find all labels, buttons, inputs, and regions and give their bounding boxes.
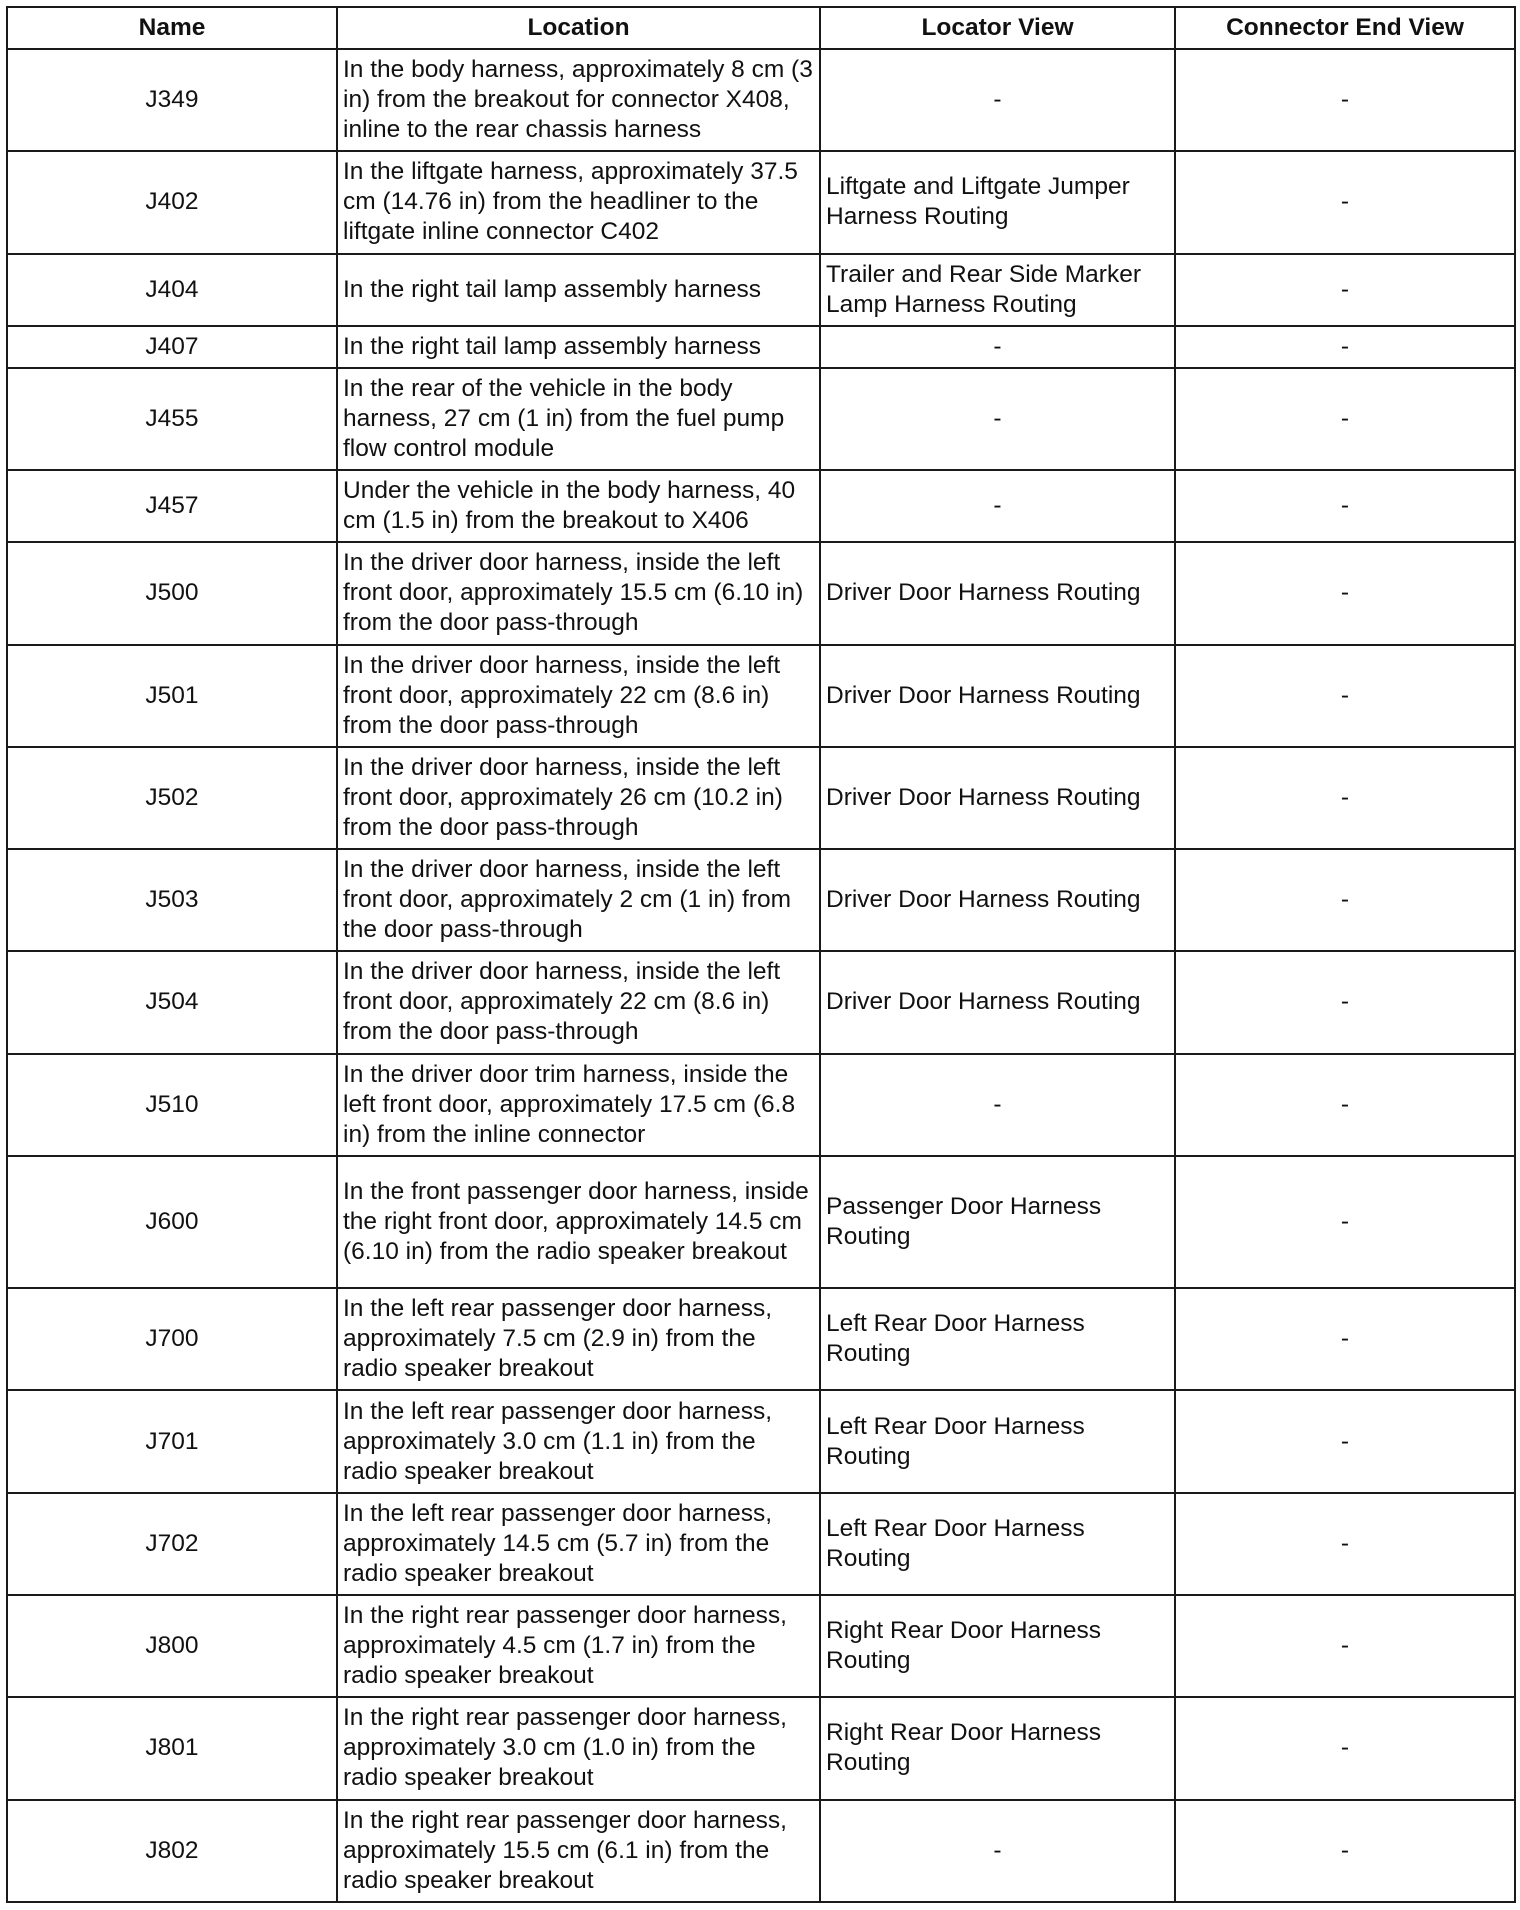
cell-location: In the right rear passenger door harness, approximately 4.5 cm (1.7 in) from the radio speaker breakout [337, 1595, 820, 1697]
table-row [7, 1697, 1515, 1799]
cell-locator-view: Right Rear Door Harness Routing [820, 1595, 1175, 1697]
cell-name: J402 [7, 151, 337, 253]
cell-locator-view: Driver Door Harness Routing [820, 951, 1175, 1053]
cell-locator-view: Passenger Door Harness Routing [820, 1156, 1175, 1288]
cell-connector-end-view: - [1175, 1288, 1515, 1390]
cell-name: J800 [7, 1595, 337, 1697]
cell-connector-end-view: - [1175, 254, 1515, 326]
table-row [7, 747, 1515, 849]
cell-name: J407 [7, 326, 337, 368]
table-row [7, 1288, 1515, 1390]
cell-location: In the right tail lamp assembly harness [337, 326, 820, 368]
cell-location: In the left rear passenger door harness, approximately 3.0 cm (1.1 in) from the radio speaker breakout [337, 1390, 820, 1492]
cell-connector-end-view: - [1175, 326, 1515, 368]
cell-name: J501 [7, 645, 337, 747]
cell-name: J502 [7, 747, 337, 849]
table-header-row [7, 7, 1515, 49]
cell-locator-view: Driver Door Harness Routing [820, 645, 1175, 747]
table-row [7, 1390, 1515, 1492]
table-row [7, 849, 1515, 951]
cell-name: J500 [7, 542, 337, 644]
cell-connector-end-view: - [1175, 645, 1515, 747]
table-row [7, 542, 1515, 644]
table-row [7, 49, 1515, 151]
cell-name: J457 [7, 470, 337, 542]
splice-location-table [6, 6, 1516, 1903]
cell-connector-end-view: - [1175, 849, 1515, 951]
cell-connector-end-view: - [1175, 951, 1515, 1053]
cell-locator-view: Trailer and Rear Side Marker Lamp Harness Routing [820, 254, 1175, 326]
table-row [7, 1156, 1515, 1288]
header-location: Location [337, 7, 820, 49]
cell-name: J700 [7, 1288, 337, 1390]
cell-name: J510 [7, 1054, 337, 1156]
cell-locator-view: Left Rear Door Harness Routing [820, 1288, 1175, 1390]
table-row [7, 254, 1515, 326]
cell-location: In the driver door harness, inside the left front door, approximately 2 cm (1 in) from the door pass-through [337, 849, 820, 951]
cell-locator-view: Left Rear Door Harness Routing [820, 1493, 1175, 1595]
table-row [7, 470, 1515, 542]
cell-connector-end-view: - [1175, 542, 1515, 644]
cell-name: J455 [7, 368, 337, 470]
table-row [7, 368, 1515, 470]
cell-locator-view: - [820, 368, 1175, 470]
cell-name: J404 [7, 254, 337, 326]
cell-locator-view: Driver Door Harness Routing [820, 542, 1175, 644]
cell-locator-view: - [820, 49, 1175, 151]
cell-location: In the driver door trim harness, inside the left front door, approximately 17.5 cm (6.8 in) from the inline connector [337, 1054, 820, 1156]
cell-location: In the right rear passenger door harness, approximately 3.0 cm (1.0 in) from the radio speaker breakout [337, 1697, 820, 1799]
cell-location: In the driver door harness, inside the left front door, approximately 22 cm (8.6 in) from the door pass-through [337, 951, 820, 1053]
cell-name: J701 [7, 1390, 337, 1492]
cell-location: In the left rear passenger door harness, approximately 7.5 cm (2.9 in) from the radio speaker breakout [337, 1288, 820, 1390]
cell-location: In the driver door harness, inside the left front door, approximately 22 cm (8.6 in) from the door pass-through [337, 645, 820, 747]
table-row [7, 645, 1515, 747]
cell-connector-end-view: - [1175, 368, 1515, 470]
table-row [7, 951, 1515, 1053]
table-row [7, 1800, 1515, 1902]
cell-locator-view: - [820, 1054, 1175, 1156]
cell-location: In the liftgate harness, approximately 37.5 cm (14.76 in) from the headliner to the liftgate inline connector C402 [337, 151, 820, 253]
cell-connector-end-view: - [1175, 747, 1515, 849]
cell-locator-view: Left Rear Door Harness Routing [820, 1390, 1175, 1492]
cell-locator-view: Driver Door Harness Routing [820, 849, 1175, 951]
header-locator-view: Locator View [820, 7, 1175, 49]
cell-connector-end-view: - [1175, 151, 1515, 253]
table-row [7, 1054, 1515, 1156]
cell-name: J349 [7, 49, 337, 151]
cell-connector-end-view: - [1175, 1800, 1515, 1902]
cell-location: In the right rear passenger door harness, approximately 15.5 cm (6.1 in) from the radio speaker breakout [337, 1800, 820, 1902]
cell-location: In the rear of the vehicle in the body harness, 27 cm (1 in) from the fuel pump flow control module [337, 368, 820, 470]
cell-name: J702 [7, 1493, 337, 1595]
header-connector-end-view: Connector End View [1175, 7, 1515, 49]
cell-locator-view: - [820, 1800, 1175, 1902]
cell-connector-end-view: - [1175, 1054, 1515, 1156]
cell-location: Under the vehicle in the body harness, 40 cm (1.5 in) from the breakout to X406 [337, 470, 820, 542]
cell-name: J503 [7, 849, 337, 951]
cell-location: In the body harness, approximately 8 cm (3 in) from the breakout for connector X408, inline to the rear chassis harness [337, 49, 820, 151]
cell-location: In the driver door harness, inside the left front door, approximately 15.5 cm (6.10 in) from the door pass-through [337, 542, 820, 644]
cell-location: In the front passenger door harness, inside the right front door, approximately 14.5 cm (6.10 in) from the radio speaker breakout [337, 1156, 820, 1288]
table-row [7, 151, 1515, 253]
cell-locator-view: Liftgate and Liftgate Jumper Harness Routing [820, 151, 1175, 253]
cell-connector-end-view: - [1175, 1595, 1515, 1697]
cell-connector-end-view: - [1175, 1697, 1515, 1799]
cell-name: J801 [7, 1697, 337, 1799]
cell-location: In the right tail lamp assembly harness [337, 254, 820, 326]
table-row [7, 326, 1515, 368]
cell-locator-view: - [820, 326, 1175, 368]
cell-connector-end-view: - [1175, 470, 1515, 542]
header-name: Name [7, 7, 337, 49]
cell-connector-end-view: - [1175, 1493, 1515, 1595]
cell-connector-end-view: - [1175, 49, 1515, 151]
cell-location: In the left rear passenger door harness, approximately 14.5 cm (5.7 in) from the radio speaker breakout [337, 1493, 820, 1595]
cell-connector-end-view: - [1175, 1156, 1515, 1288]
table-row [7, 1493, 1515, 1595]
cell-locator-view: Driver Door Harness Routing [820, 747, 1175, 849]
cell-name: J802 [7, 1800, 337, 1902]
cell-location: In the driver door harness, inside the left front door, approximately 26 cm (10.2 in) from the door pass-through [337, 747, 820, 849]
cell-name: J504 [7, 951, 337, 1053]
cell-connector-end-view: - [1175, 1390, 1515, 1492]
cell-locator-view: Right Rear Door Harness Routing [820, 1697, 1175, 1799]
table-row [7, 1595, 1515, 1697]
cell-locator-view: - [820, 470, 1175, 542]
cell-name: J600 [7, 1156, 337, 1288]
